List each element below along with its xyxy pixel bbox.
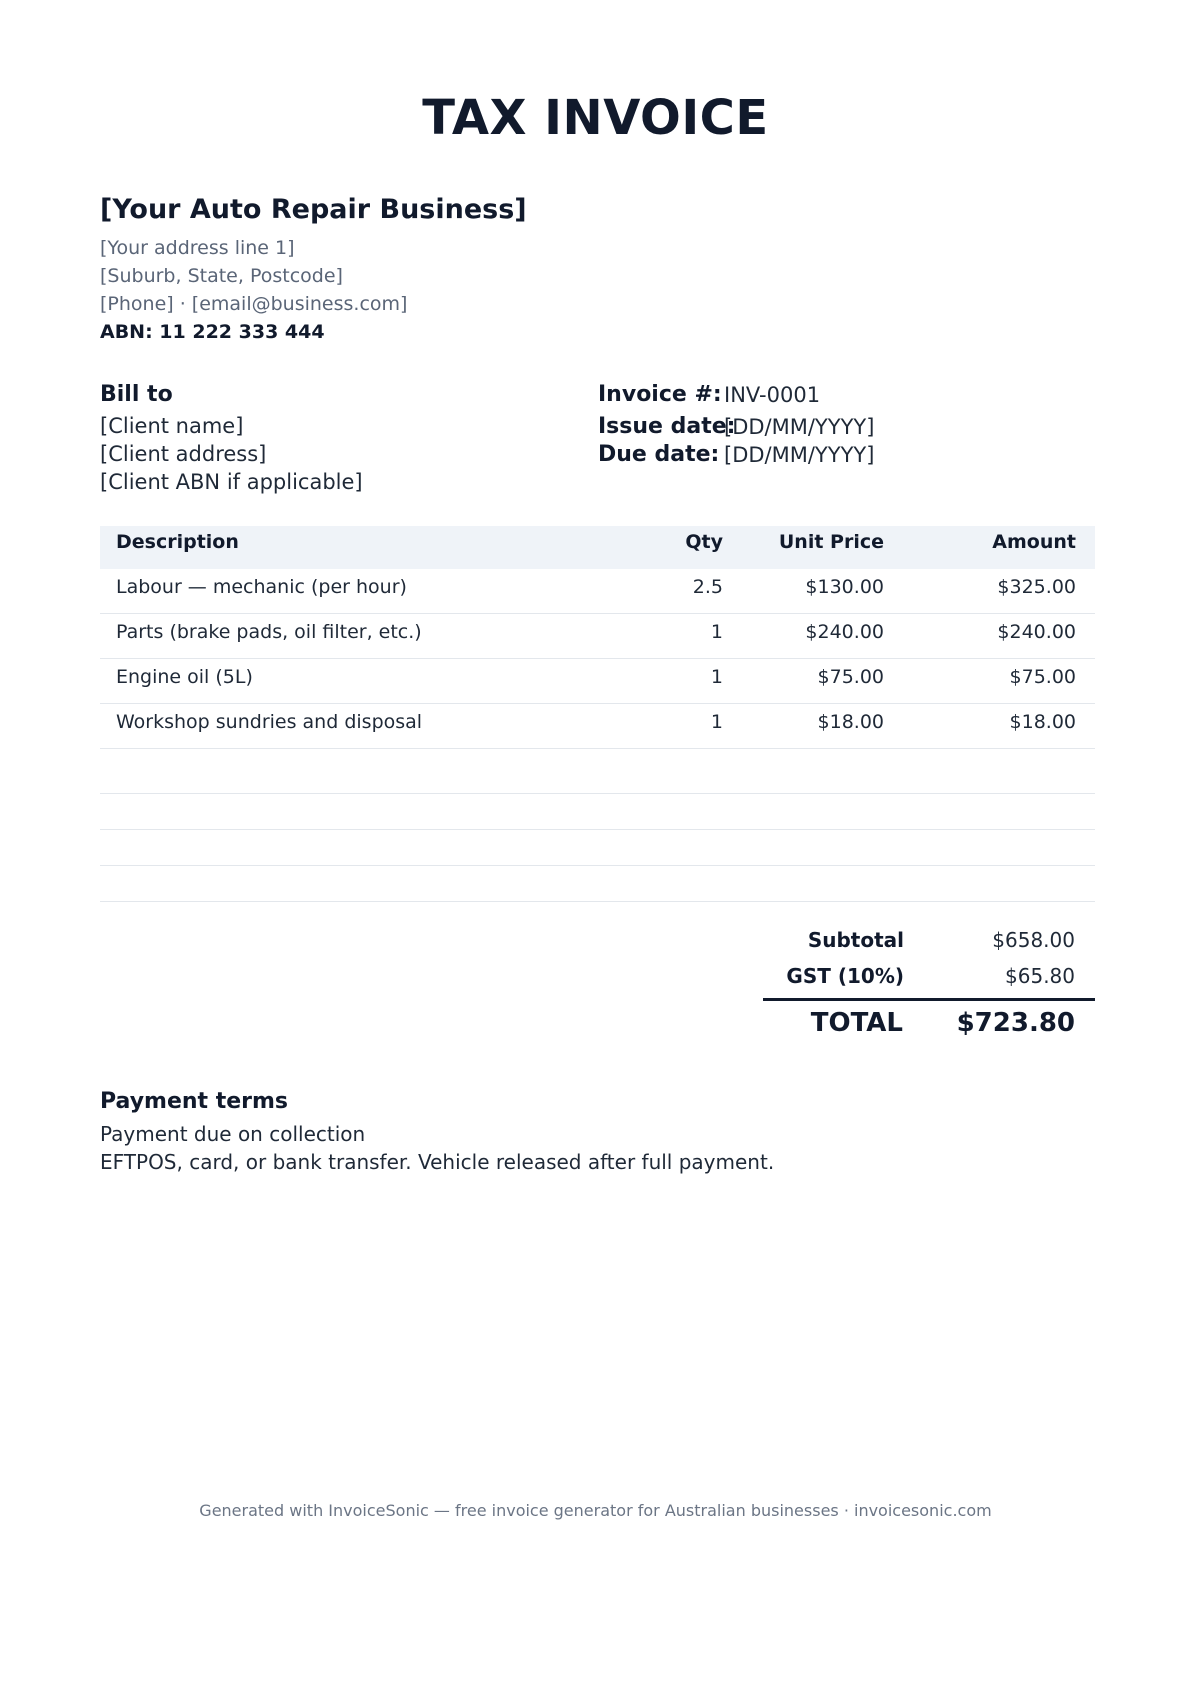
table-row — [100, 659, 1095, 704]
item-amount: $240.00 — [997, 621, 1076, 643]
issue-date-label: Issue date: — [598, 414, 736, 439]
header-qty: Qty — [685, 531, 723, 553]
item-unit-price: $130.00 — [805, 576, 884, 598]
item-amount: $325.00 — [997, 576, 1076, 598]
item-description: Labour — mechanic (per hour) — [116, 576, 407, 598]
item-description: Workshop sundries and disposal — [116, 711, 423, 733]
payment-terms-line2: EFTPOS, card, or bank transfer. Vehicle released after full payment. — [100, 1150, 775, 1174]
client-address: [Client address] — [100, 442, 267, 466]
total-label: TOTAL — [810, 1008, 903, 1038]
footer-note: Generated with InvoiceSonic — free invoice generator for Australian businesses · invoicesonic.com — [199, 1501, 992, 1520]
item-description: Parts (brake pads, oil filter, etc.) — [116, 621, 422, 643]
invoice-number-label: Invoice #: — [598, 382, 722, 407]
client-name: [Client name] — [100, 414, 244, 438]
due-date-value: [DD/MM/YYYY] — [724, 443, 875, 467]
item-description: Engine oil (5L) — [116, 666, 253, 688]
table-row — [100, 569, 1095, 614]
table-row — [100, 704, 1095, 749]
empty-table-row — [100, 749, 1095, 794]
item-amount: $75.00 — [1009, 666, 1076, 688]
item-qty: 1 — [710, 621, 723, 643]
item-qty: 1 — [710, 711, 723, 733]
item-amount: $18.00 — [1009, 711, 1076, 733]
empty-table-row — [100, 866, 1095, 902]
gst-value: $65.80 — [1005, 964, 1075, 988]
item-qty: 1 — [710, 666, 723, 688]
item-unit-price: $18.00 — [817, 711, 884, 733]
line-items-table — [100, 526, 1095, 902]
subtotal-label: Subtotal — [807, 928, 904, 952]
total-value: $723.80 — [956, 1008, 1075, 1038]
header-description: Description — [116, 531, 239, 553]
business-name: [Your Auto Repair Business] — [100, 194, 527, 225]
business-abn: ABN: 11 222 333 444 — [100, 321, 325, 343]
item-qty: 2.5 — [692, 576, 723, 598]
bill-to-heading: Bill to — [100, 382, 173, 407]
header-unit-price: Unit Price — [778, 531, 884, 553]
empty-table-row — [100, 794, 1095, 830]
item-unit-price: $240.00 — [805, 621, 884, 643]
client-abn: [Client ABN if applicable] — [100, 470, 363, 494]
business-address-line1: [Your address line 1] — [100, 237, 295, 259]
empty-table-row — [100, 830, 1095, 866]
table-row — [100, 614, 1095, 659]
business-contact: [Phone] · [email@business.com] — [100, 293, 408, 315]
business-address-line2: [Suburb, State, Postcode] — [100, 265, 343, 287]
header-amount: Amount — [992, 531, 1076, 553]
gst-label: GST (10%) — [786, 964, 904, 988]
total-divider — [763, 998, 1095, 1001]
item-unit-price: $75.00 — [817, 666, 884, 688]
subtotal-value: $658.00 — [992, 928, 1075, 952]
document-title: TAX INVOICE — [422, 90, 769, 146]
payment-terms-heading: Payment terms — [100, 1089, 289, 1114]
invoice-number-value: INV-0001 — [724, 383, 821, 407]
due-date-label: Due date: — [598, 442, 720, 467]
table-header — [100, 526, 1095, 569]
payment-terms-line1: Payment due on collection — [100, 1122, 366, 1146]
issue-date-value: [DD/MM/YYYY] — [724, 415, 875, 439]
